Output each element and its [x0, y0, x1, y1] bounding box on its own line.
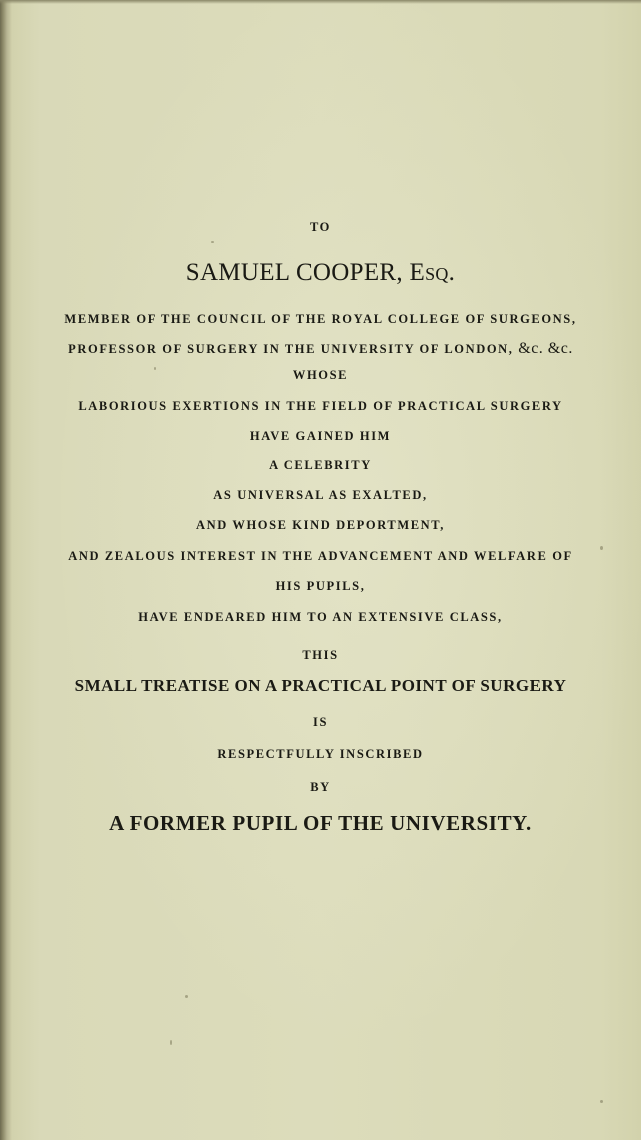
binding-edge: [0, 0, 12, 1140]
top-edge: [0, 0, 641, 4]
dedication-line-zealous: AND ZEALOUS INTEREST IN THE ADVANCEMENT AND WELFARE OF: [68, 549, 573, 563]
foxing-speck: [600, 1100, 603, 1103]
foxing-speck: [170, 1040, 172, 1045]
dedication-line-celebrity: A CELEBRITY: [269, 458, 372, 472]
dedicatee-surname: SAMUEL COOPER,: [185, 259, 410, 286]
dedication-line-endeared: HAVE ENDEARED HIM TO AN EXTENSIVE CLASS,: [138, 610, 503, 624]
dedicatee-name: [0, 260, 641, 285]
dedication-line-universal: AS UNIVERSAL AS EXALTED,: [213, 488, 428, 502]
dedication-line-pupils: HIS PUPILS,: [275, 579, 366, 593]
dedication-line-this: THIS: [302, 648, 339, 662]
dedication-line-by: BY: [310, 780, 331, 794]
dedication-line-former-pupil: A FORMER PUPIL OF THE UNIVERSITY.: [109, 811, 532, 835]
dedication-line-whose: WHOSE: [292, 368, 349, 382]
dedication-line-is: IS: [312, 715, 329, 729]
professor-text: PROFESSOR OF SURGERY IN THE UNIVERSITY OF LONDON,: [68, 342, 514, 356]
dedication-line-treatise: SMALL TREATISE ON A PRACTICAL POINT OF SURGERY: [74, 676, 567, 695]
foxing-speck: [185, 995, 188, 998]
dedication-line-deportment: AND WHOSE KIND DEPORTMENT,: [195, 518, 446, 532]
dedication-line-gained: HAVE GAINED HIM: [249, 429, 392, 443]
etcetera-text: &c. &c.: [518, 340, 573, 357]
dedication-line-inscribed: RESPECTFULLY INSCRIBED: [217, 747, 424, 761]
dedication-line-professor: [0, 341, 641, 357]
dedication-line-council: MEMBER OF THE COUNCIL OF THE ROYAL COLLEGE OF SURGEONS,: [64, 312, 577, 326]
dedication-to: TO: [309, 220, 332, 234]
dedicatee-title: Esq.: [409, 259, 456, 286]
foxing-speck: [211, 241, 214, 243]
dedication-line-laborious: LABORIOUS EXERTIONS IN THE FIELD OF PRACTICAL SURGERY: [78, 399, 563, 413]
